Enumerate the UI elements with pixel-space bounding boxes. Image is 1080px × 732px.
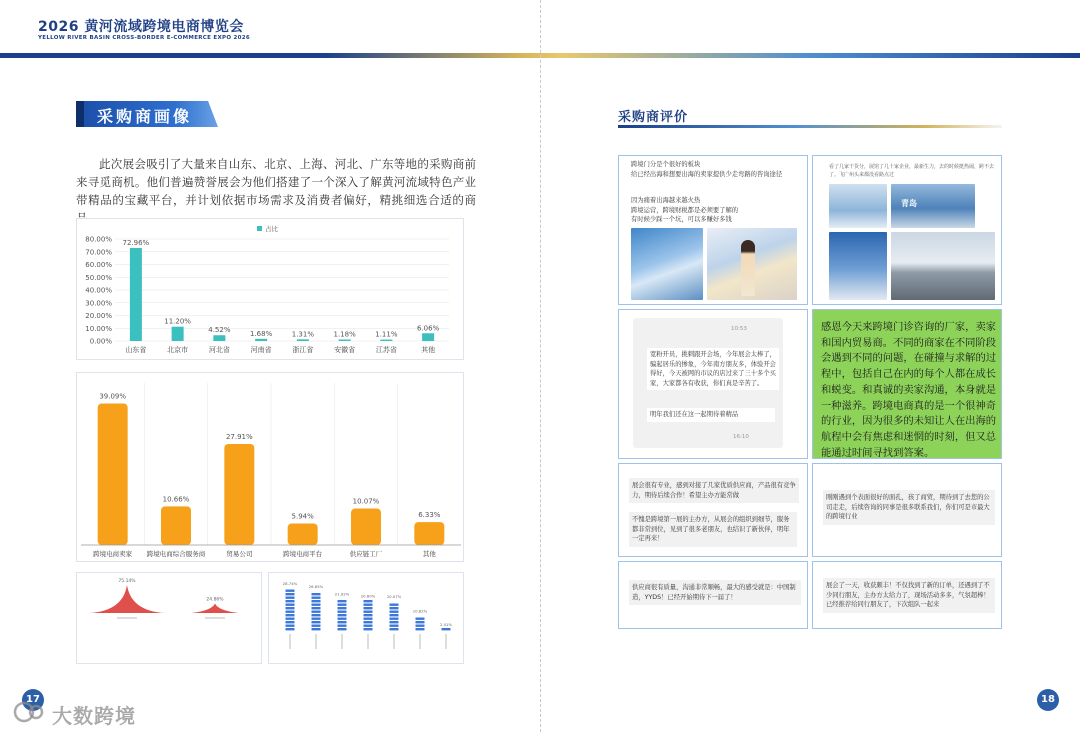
y-tick-label: 20.00%	[85, 312, 112, 320]
bar-segment	[364, 621, 373, 623]
bar	[414, 522, 444, 545]
data-label: 24.86%	[206, 597, 224, 603]
data-label: 20.07%	[386, 594, 402, 600]
bar	[172, 327, 184, 341]
bar-segment	[286, 621, 295, 623]
data-label: 10.82%	[412, 608, 428, 614]
review-text: 感恩今天来跨境门诊咨询的厂家，卖家和国内贸易商。不同的商家在不同阶段会遇到不同的问题，在碰撞与求解的过程中，包括自己在内的每个人都在成长和蜕变。和真诚的卖家沟通，本身就是一种滋养。跨境电商真的是一个很神奇的行业，因为很多的未知让人在出海的航程中会有焦虑和迷惘的时刻，但又总能通过时间寻找到答案。	[821, 321, 997, 459]
bar-segment	[364, 614, 373, 616]
bar-segment	[312, 621, 321, 623]
bar-segment	[338, 600, 347, 602]
bar-segment	[286, 604, 295, 606]
section-title-buyer-profile: 采购商画像	[97, 107, 193, 126]
y-tick-label: 60.00%	[85, 261, 112, 269]
x-tick-label: 山东省	[125, 346, 147, 354]
chart-province-distribution	[76, 218, 464, 360]
x-tick-label: 安徽省	[334, 346, 356, 354]
section-title-underline	[618, 125, 1002, 128]
bar-segment	[364, 618, 373, 620]
data-label: 10.07%	[352, 497, 380, 506]
expo-booth-photo	[829, 232, 887, 300]
bar-segment	[312, 614, 321, 616]
chat-message: 明年我们还在这一起期待着精品	[647, 408, 775, 422]
expo-speaker-photo	[707, 228, 797, 300]
legend-label: 占比	[265, 225, 278, 233]
chart-small-area-svg	[77, 573, 263, 665]
bar-segment	[312, 604, 321, 606]
y-tick-label: 70.00%	[85, 248, 112, 257]
qingdao-sign: 青岛	[901, 199, 917, 208]
y-tick-label: 30.00%	[85, 299, 112, 308]
bar	[288, 524, 318, 545]
chart-buyer-type	[76, 372, 464, 562]
bar-segment	[338, 628, 347, 630]
bar	[224, 444, 254, 545]
review-card-2	[812, 155, 1002, 305]
y-tick-label: 50.00%	[85, 273, 112, 282]
data-label: 2.01%	[439, 621, 453, 627]
x-tick-label: 其他	[421, 346, 436, 354]
expo-hall-photo	[829, 184, 887, 228]
bar	[161, 506, 191, 545]
bar-segment	[364, 607, 373, 609]
bar-segment	[286, 618, 295, 620]
bar-segment	[338, 604, 347, 606]
bar-segment	[286, 625, 295, 627]
y-tick-label: 40.00%	[85, 286, 112, 295]
review-card-4	[812, 309, 1002, 459]
section-title-buyer-reviews: 采购商评价	[618, 110, 689, 125]
bar-segment	[364, 604, 373, 606]
bar-segment	[286, 590, 295, 592]
review-card-6	[812, 463, 1002, 557]
chat-message: 供应商很有质量，沟通非常顺畅，最大的感受就是：中国制造，YYDS！已经开始期待下一届了！	[629, 580, 801, 605]
x-tick-label: 浙江省	[292, 346, 314, 354]
review-text: 跨境门分是个很好的板块 给已经出海和想要出海的卖家提供少走弯路的咨询途径	[631, 161, 783, 178]
x-tick-label: 跨境电商综合服务商	[146, 550, 206, 558]
bar-segment	[390, 618, 399, 620]
x-tick-label: 河北省	[208, 346, 230, 354]
expo-subtitle: YELLOW RIVER BASIN CROSS-BORDER E-COMMERCE EXPO 2026	[38, 35, 251, 41]
section-banner-accent	[76, 101, 84, 127]
review-text: 看了几家干货分，展馆了几十家企业，最新生力，去的时候挺热闹，跨不去了。飞广州头来都没看路点过	[829, 164, 995, 178]
chat-message: 刚刚遇到个表面很好的面孔，孩了商贸，期待到了去您的公司走走，后续咨询的同事是很多联系我们，你们可是市最大的跨境行业	[823, 490, 995, 525]
review-card-7	[618, 561, 808, 629]
chat-timestamp: 16:10	[733, 434, 749, 440]
chart-buyer-type-svg	[77, 373, 465, 563]
bar-segment	[312, 625, 321, 627]
bar-segment	[390, 625, 399, 627]
x-tick-label: 河南省	[250, 346, 272, 354]
bar	[351, 509, 381, 545]
bar-segment	[338, 611, 347, 613]
watermark-logo-icon	[12, 698, 48, 726]
bar	[213, 335, 225, 341]
bar-segment	[338, 621, 347, 623]
review-card-5	[618, 463, 808, 557]
data-label: 4.52%	[208, 326, 231, 335]
bar-segment	[286, 611, 295, 613]
bar-segment	[286, 614, 295, 616]
bar	[380, 340, 392, 341]
data-label: 28.74%	[282, 580, 298, 586]
expo-booth-photo	[631, 228, 703, 300]
bar-segment	[364, 628, 373, 630]
page-number-right: 18	[1037, 689, 1059, 711]
data-label: 6.33%	[418, 511, 441, 520]
area-peak	[89, 585, 165, 613]
data-label: 75.14%	[118, 578, 136, 584]
page-number-left: 17	[22, 689, 44, 711]
bar-segment	[286, 628, 295, 630]
y-tick-label: 10.00%	[85, 324, 112, 333]
person-figure	[741, 240, 755, 296]
bar-segment	[312, 600, 321, 602]
bar	[422, 333, 434, 341]
chat-message: 展会了一天，收获颇丰！不仅找到了新的订单，还遇到了不少同行朋友，主办方太给力了，现场活动多多，气氛超棒！已经推荐给同行朋友了，下次组队一起来	[823, 578, 995, 613]
chart-small-bars	[268, 572, 464, 664]
x-tick-label: 跨境电商卖家	[93, 550, 133, 558]
intro-paragraph: 此次展会吸引了大量来自山东、北京、上海、河北、广东等地的采购商前来寻觅商机。他们普遍赞誉展会为他们搭建了一个深入了解黄河流域特色产业带精品的宝藏平台，并计划依据市场需求及消费者偏好，精挑细选合适的商	[76, 157, 476, 207]
bar-segment	[416, 628, 425, 630]
review-text: 因为痛着出海越来越火热 跨境运营，跨境财税都是必须要了解的 有时候少踩一个坑，可以多赚好多钱	[631, 197, 739, 223]
x-tick-label: 供应链工厂	[349, 550, 383, 558]
bar-segment	[364, 611, 373, 613]
data-label: 1.11%	[375, 330, 398, 339]
chart-province-svg	[77, 219, 465, 361]
bar-segment	[416, 621, 425, 623]
review-card-3	[618, 309, 808, 459]
data-label: 11.20%	[164, 317, 191, 326]
airport-photo	[891, 232, 995, 300]
x-tick-label: 北京市	[167, 346, 189, 354]
data-label: 72.96%	[122, 238, 150, 247]
legend-swatch	[257, 226, 262, 231]
bar-segment	[416, 625, 425, 627]
bar-segment	[364, 600, 373, 602]
bar-segment	[286, 593, 295, 595]
watermark-text: 大数跨境	[52, 704, 136, 728]
bar-segment	[312, 607, 321, 609]
data-label: 39.09%	[99, 392, 127, 401]
bar	[339, 339, 351, 341]
review-card-1	[618, 155, 808, 305]
chart-small-bars-svg	[269, 573, 465, 665]
page-fold-divider	[540, 0, 541, 732]
x-tick-label: 贸易公司	[226, 550, 253, 558]
bar-segment	[390, 604, 399, 606]
y-tick-label: 80.00%	[85, 235, 112, 244]
x-tick-label: 江苏省	[375, 346, 397, 354]
bar-segment	[338, 614, 347, 616]
data-label: 27.91%	[225, 432, 253, 441]
x-tick-label: 跨境电商平台	[283, 550, 323, 558]
data-label: 1.18%	[333, 330, 356, 339]
bar-segment	[312, 628, 321, 630]
data-label: 26.65%	[308, 584, 324, 590]
bar-segment	[286, 600, 295, 602]
data-label: 10.66%	[162, 495, 190, 504]
bar	[297, 339, 309, 341]
bar-segment	[390, 621, 399, 623]
bar-segment	[312, 597, 321, 599]
chat-message: 不愧是跨境第一展的主办方，从展会的组织到细节，服务都非常到位，见到了很多老朋友，也结识了新伙伴，明年一定再来！	[629, 512, 797, 547]
bar-segment	[338, 618, 347, 620]
bar-segment	[416, 618, 425, 620]
bar-segment	[442, 628, 451, 630]
bar-segment	[312, 611, 321, 613]
data-label: 21.92%	[334, 591, 350, 597]
bar-segment	[390, 628, 399, 630]
bar-segment	[312, 618, 321, 620]
bar-segment	[286, 607, 295, 609]
expo-title: 2026 黄河流域跨境电商博览会	[38, 19, 244, 35]
chat-message: 宽粉开员，挑刺跟开会场，今年展会太棒了，骗起居乐的惨象，今年南方朋友多，体验开会得好，今天被网的市议的店过来了三十多个买家，大家都各有收获，你们真是辛苦了。	[647, 348, 779, 390]
data-label: 20.60%	[360, 593, 376, 599]
data-label: 1.31%	[291, 330, 314, 339]
bar-segment	[390, 614, 399, 616]
data-label: 5.94%	[291, 512, 314, 521]
bar-segment	[312, 593, 321, 595]
data-label: 6.06%	[417, 324, 440, 333]
review-card-8	[812, 561, 1002, 629]
bar	[255, 339, 267, 341]
expo-sign-photo	[891, 184, 975, 228]
bar-segment	[338, 607, 347, 609]
chat-message: 展会很有专业，感到对接了几家优质供应商，产品很有竞争力，期待后续合作！希望主办方能常做	[629, 478, 799, 503]
bar-segment	[338, 625, 347, 627]
chart-small-area	[76, 572, 262, 664]
bar-segment	[390, 611, 399, 613]
data-label: 1.68%	[250, 329, 273, 338]
area-peak	[191, 604, 239, 613]
chat-timestamp: 10:53	[731, 326, 747, 332]
bar	[130, 248, 142, 341]
bar	[98, 404, 128, 545]
bar-segment	[390, 607, 399, 609]
bar-segment	[286, 597, 295, 599]
bar-segment	[364, 625, 373, 627]
y-tick-label: 0.00%	[89, 337, 112, 346]
x-tick-label: 其他	[422, 550, 436, 558]
